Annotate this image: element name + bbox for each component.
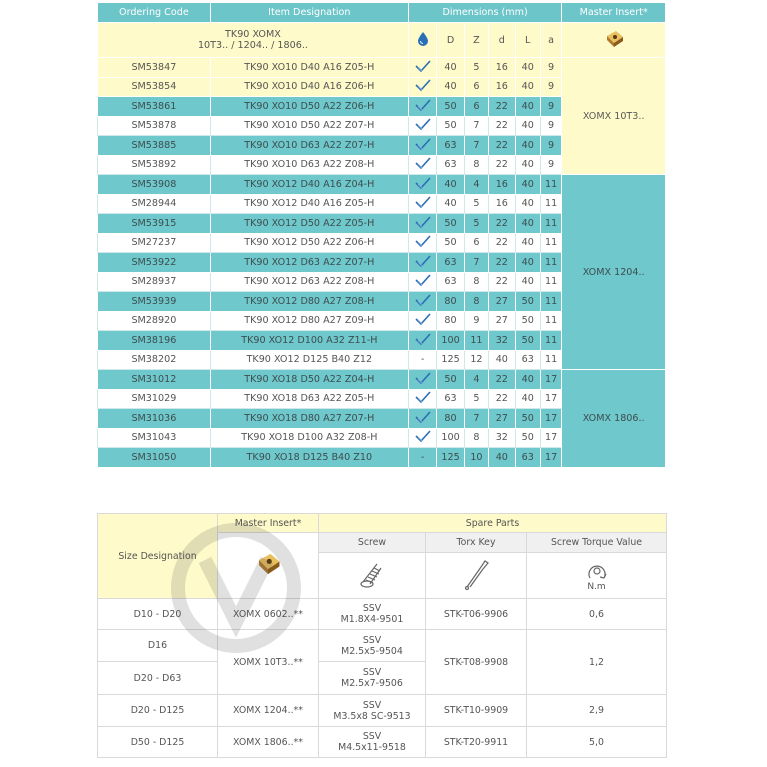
dim-L: 40 xyxy=(515,136,540,156)
dim-d: 27 xyxy=(489,409,515,429)
dim-d: 16 xyxy=(489,194,515,214)
item-designation-header: Item Designation xyxy=(210,3,408,23)
dim-Z: 11 xyxy=(464,331,488,351)
dim-D: 40 xyxy=(437,194,464,214)
dim-d: 22 xyxy=(489,97,515,117)
dim-L: 40 xyxy=(515,272,540,292)
coolant-check-icon xyxy=(408,97,436,117)
ordering-code-header: Ordering Code xyxy=(98,3,211,23)
dim-Z: 6 xyxy=(464,77,488,97)
dim-Z: 8 xyxy=(464,428,488,448)
dim-L: 40 xyxy=(515,58,540,78)
dim-Z: 4 xyxy=(464,175,488,195)
coolant-check-icon xyxy=(408,58,436,78)
dim-a: 11 xyxy=(540,233,561,253)
coolant-check-icon xyxy=(408,77,436,97)
dim-Z: 8 xyxy=(464,292,488,312)
dim-Z-header: Z xyxy=(464,23,488,58)
dim-D: 100 xyxy=(437,428,464,448)
dim-a: 17 xyxy=(540,428,561,448)
ordering-code: SM53878 xyxy=(98,116,211,136)
dim-d: 22 xyxy=(489,389,515,409)
coolant-check-icon xyxy=(408,194,436,214)
master-insert-label: XOMX 10T3.. xyxy=(562,58,666,175)
ordering-code: SM31043 xyxy=(98,428,211,448)
dim-Z: 4 xyxy=(464,370,488,390)
dim-L: 40 xyxy=(515,370,540,390)
item-designation: TK90 XO10 D63 A22 Z08-H xyxy=(210,155,408,175)
spare-row: D10 - D20 XOMX 0602..** SSV M1.8X4-9501 STK-T06-9906 0,6 xyxy=(98,599,667,630)
ordering-code: SM53854 xyxy=(98,77,211,97)
dim-D: 50 xyxy=(437,214,464,234)
ordering-code: SM53861 xyxy=(98,97,211,117)
dim-D: 63 xyxy=(437,272,464,292)
dim-a: 11 xyxy=(540,292,561,312)
item-designation: TK90 XO18 D50 A22 Z04-H xyxy=(210,370,408,390)
ordering-code: SM53915 xyxy=(98,214,211,234)
torque-header: Screw Torque Value xyxy=(527,533,667,553)
item-designation: TK90 XO10 D50 A22 Z07-H xyxy=(210,116,408,136)
dim-d: 22 xyxy=(489,155,515,175)
dim-D: 63 xyxy=(437,155,464,175)
item-designation: TK90 XO12 D63 A22 Z08-H xyxy=(210,272,408,292)
spare-parts-header: Spare Parts xyxy=(319,514,667,533)
dim-D: 125 xyxy=(437,350,464,370)
master-insert-image xyxy=(218,533,319,599)
ordering-code: SM38202 xyxy=(98,350,211,370)
dim-L: 50 xyxy=(515,409,540,429)
item-designation: TK90 XO10 D63 A22 Z07-H xyxy=(210,136,408,156)
dim-Z: 12 xyxy=(464,350,488,370)
dim-D: 50 xyxy=(437,116,464,136)
coolant-check-icon xyxy=(408,253,436,273)
dim-L: 50 xyxy=(515,292,540,312)
dim-a: 11 xyxy=(540,175,561,195)
dim-a: 11 xyxy=(540,311,561,331)
spare-row: D20 - D63 SSV M2.5x7-9506 xyxy=(98,662,667,695)
coolant-check-icon xyxy=(408,272,436,292)
dim-D: 63 xyxy=(437,136,464,156)
item-designation: TK90 XO18 D80 A27 Z07-H xyxy=(210,409,408,429)
screw-header: Screw xyxy=(319,533,426,553)
table-row xyxy=(98,58,666,78)
sub-header-row xyxy=(98,23,666,58)
screw-icon xyxy=(319,553,426,599)
dim-d: 22 xyxy=(489,233,515,253)
dim-L: 63 xyxy=(515,350,540,370)
dim-D: 50 xyxy=(437,97,464,117)
item-designation: TK90 XO12 D50 A22 Z05-H xyxy=(210,214,408,234)
dim-a: 9 xyxy=(540,136,561,156)
dim-a: 17 xyxy=(540,448,561,468)
dim-a: 9 xyxy=(540,58,561,78)
dim-a: 17 xyxy=(540,409,561,429)
item-designation: TK90 XO12 D125 B40 Z12 xyxy=(210,350,408,370)
master-insert-image xyxy=(562,23,666,58)
dim-a: 11 xyxy=(540,331,561,351)
ordering-code: SM53908 xyxy=(98,175,211,195)
dim-L-header: L xyxy=(515,23,540,58)
item-designation: TK90 XO12 D80 A27 Z08-H xyxy=(210,292,408,312)
master-insert-label: XOMX 1204.. xyxy=(562,175,666,370)
ordering-code: SM31029 xyxy=(98,389,211,409)
dim-a: 11 xyxy=(540,214,561,234)
dim-d: 32 xyxy=(489,428,515,448)
dim-L: 63 xyxy=(515,448,540,468)
series-title: TK90 XOMX 10T3.. / 1204.. / 1806.. xyxy=(98,23,409,58)
master-insert-header: Master Insert* xyxy=(218,514,319,533)
item-designation: TK90 XO10 D50 A22 Z06-H xyxy=(210,97,408,117)
dim-L: 40 xyxy=(515,175,540,195)
dim-D: 50 xyxy=(437,233,464,253)
dim-L: 40 xyxy=(515,116,540,136)
dim-D: 100 xyxy=(437,331,464,351)
ordering-code: SM31012 xyxy=(98,370,211,390)
dim-L: 50 xyxy=(515,428,540,448)
dim-Z: 5 xyxy=(464,194,488,214)
coolant-check-icon xyxy=(408,155,436,175)
dim-d: 22 xyxy=(489,214,515,234)
coolant-check-icon xyxy=(408,389,436,409)
dim-L: 40 xyxy=(515,214,540,234)
item-designation: TK90 XO18 D100 A32 Z08-H xyxy=(210,428,408,448)
ordering-code: SM53922 xyxy=(98,253,211,273)
coolant-check-icon xyxy=(408,116,436,136)
item-designation: TK90 XO12 D63 A22 Z07-H xyxy=(210,253,408,273)
dim-Z: 7 xyxy=(464,136,488,156)
dim-d: 16 xyxy=(489,175,515,195)
dim-Z: 5 xyxy=(464,389,488,409)
dim-d: 22 xyxy=(489,272,515,292)
ordering-code: SM53892 xyxy=(98,155,211,175)
dim-d: 32 xyxy=(489,331,515,351)
ordering-code: SM53939 xyxy=(98,292,211,312)
dim-d: 27 xyxy=(489,311,515,331)
coolant-check-icon xyxy=(408,331,436,351)
item-designation: TK90 XO10 D40 A16 Z05-H xyxy=(210,58,408,78)
dim-D: 50 xyxy=(437,370,464,390)
table-row xyxy=(98,370,666,390)
dim-d: 40 xyxy=(489,350,515,370)
coolant-check-icon xyxy=(408,175,436,195)
dim-L: 40 xyxy=(515,97,540,117)
dim-a: 9 xyxy=(540,155,561,175)
dim-Z: 10 xyxy=(464,448,488,468)
dim-Z: 7 xyxy=(464,409,488,429)
ordering-code: SM31050 xyxy=(98,448,211,468)
dim-a: 9 xyxy=(540,97,561,117)
dim-a: 11 xyxy=(540,194,561,214)
dim-D: 80 xyxy=(437,292,464,312)
ordering-code: SM28937 xyxy=(98,272,211,292)
dim-a: 9 xyxy=(540,77,561,97)
dim-d: 27 xyxy=(489,292,515,312)
ordering-code: SM31036 xyxy=(98,409,211,429)
coolant-check-icon xyxy=(408,428,436,448)
coolant-check-icon xyxy=(408,136,436,156)
dim-D: 80 xyxy=(437,409,464,429)
item-designation: TK90 XO12 D50 A22 Z06-H xyxy=(210,233,408,253)
dim-L: 40 xyxy=(515,233,540,253)
torx-key-header: Torx Key xyxy=(426,533,527,553)
dim-a: 11 xyxy=(540,350,561,370)
tool-table xyxy=(97,2,666,468)
dim-L: 40 xyxy=(515,389,540,409)
dim-a: 9 xyxy=(540,116,561,136)
dim-Z: 7 xyxy=(464,116,488,136)
dim-Z: 6 xyxy=(464,233,488,253)
coolant-check-icon xyxy=(408,370,436,390)
spare-row: D20 - D125 XOMX 1204..** SSV M3.5x8 SC-9513 STK-T10-9909 2,9 xyxy=(98,695,667,727)
coolant-check-icon xyxy=(408,214,436,234)
spare-row: D16 XOMX 10T3..** SSV M2.5x5-9504 STK-T08-9908 1,2 xyxy=(98,630,667,662)
dim-Z: 6 xyxy=(464,97,488,117)
item-designation: TK90 XO12 D100 A32 Z11-H xyxy=(210,331,408,351)
size-designation-header: Size Designation xyxy=(98,514,218,599)
torx-key-icon xyxy=(426,553,527,599)
dim-Z: 8 xyxy=(464,155,488,175)
dim-D: 63 xyxy=(437,389,464,409)
header-row xyxy=(98,3,666,23)
dim-a: 17 xyxy=(540,389,561,409)
torque-icon: N.m xyxy=(527,553,667,599)
coolant-check-icon xyxy=(408,292,436,312)
dim-d: 40 xyxy=(489,448,515,468)
coolant-icon xyxy=(408,23,436,58)
master-insert-header: Master Insert* xyxy=(562,3,666,23)
dim-d: 22 xyxy=(489,116,515,136)
dim-D: 40 xyxy=(437,77,464,97)
master-insert-label: XOMX 1806.. xyxy=(562,370,666,468)
dim-Z: 5 xyxy=(464,58,488,78)
ordering-code: SM28944 xyxy=(98,194,211,214)
ordering-code: SM38196 xyxy=(98,331,211,351)
dimensions-header: Dimensions (mm) xyxy=(408,3,561,23)
spare-parts-table xyxy=(97,513,667,758)
coolant-check-icon xyxy=(408,233,436,253)
dim-L: 40 xyxy=(515,155,540,175)
dim-Z: 5 xyxy=(464,214,488,234)
dim-d: 22 xyxy=(489,370,515,390)
dim-a: 17 xyxy=(540,370,561,390)
item-designation: TK90 XO12 D80 A27 Z09-H xyxy=(210,311,408,331)
dim-D: 125 xyxy=(437,448,464,468)
item-designation: TK90 XO18 D125 B40 Z10 xyxy=(210,448,408,468)
ordering-code: SM53847 xyxy=(98,58,211,78)
dim-D: 40 xyxy=(437,58,464,78)
coolant-check-icon xyxy=(408,409,436,429)
ordering-code: SM53885 xyxy=(98,136,211,156)
dim-Z: 7 xyxy=(464,253,488,273)
dim-L: 50 xyxy=(515,331,540,351)
ordering-code: SM28920 xyxy=(98,311,211,331)
coolant-none: - xyxy=(408,448,436,468)
dim-Z: 9 xyxy=(464,311,488,331)
item-designation: TK90 XO12 D40 A16 Z05-H xyxy=(210,194,408,214)
item-designation: TK90 XO10 D40 A16 Z06-H xyxy=(210,77,408,97)
dim-L: 40 xyxy=(515,77,540,97)
dim-d-header: d xyxy=(489,23,515,58)
dim-a-header: a xyxy=(540,23,561,58)
dim-d: 22 xyxy=(489,136,515,156)
dim-L: 50 xyxy=(515,311,540,331)
dim-d: 16 xyxy=(489,77,515,97)
dim-D: 40 xyxy=(437,175,464,195)
coolant-check-icon xyxy=(408,311,436,331)
dim-L: 40 xyxy=(515,253,540,273)
item-designation: TK90 XO12 D40 A16 Z04-H xyxy=(210,175,408,195)
dim-D-header: D xyxy=(437,23,464,58)
dim-L: 40 xyxy=(515,194,540,214)
table-row xyxy=(98,175,666,195)
ordering-code: SM27237 xyxy=(98,233,211,253)
spare-row: D50 - D125 XOMX 1806..** SSV M4.5x11-9518 STK-T20-9911 5,0 xyxy=(98,727,667,758)
dim-a: 11 xyxy=(540,272,561,292)
item-designation: TK90 XO18 D63 A22 Z05-H xyxy=(210,389,408,409)
coolant-none: - xyxy=(408,350,436,370)
dim-d: 22 xyxy=(489,253,515,273)
dim-D: 63 xyxy=(437,253,464,273)
dim-d: 16 xyxy=(489,58,515,78)
dim-a: 11 xyxy=(540,253,561,273)
dim-Z: 8 xyxy=(464,272,488,292)
dim-D: 80 xyxy=(437,311,464,331)
